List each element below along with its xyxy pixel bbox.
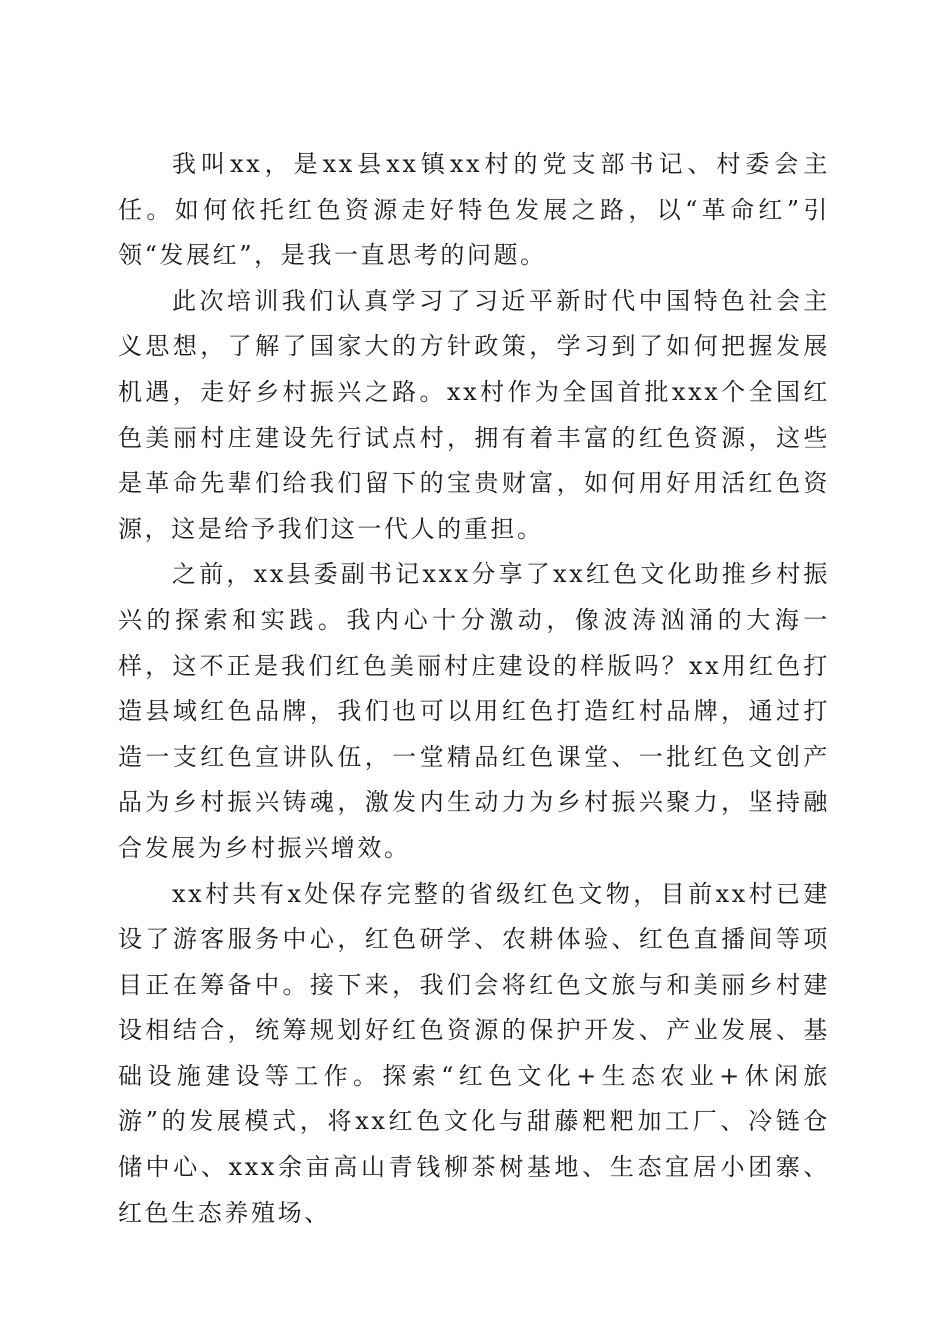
document-body: [118, 142, 830, 1236]
paragraph-intro: 我叫xx，是xx县xx镇xx村的党支部书记、村委会主任。如何依托红色资源走好特色发展之路，以“革命红”引领“发展红”，是我一直思考的问题。: [118, 150, 830, 270]
paragraph-sharing: 之前，xx县委副书记xxx分享了xx红色文化助推乡村振兴的探索和实践。我内心十分激动，像波涛汹涌的大海一样，这不正是我们红色美丽村庄建设的样版吗？xx用红色打造县域红色品牌，我们也可以用红色打造红村品牌，通过打造一支红色宣讲队伍，一堂精品红色课堂、一批红色文创产品为乡村振兴铸魂，激发内生动力为乡村振兴聚力，坚持融合发展为乡村振兴增效。: [118, 560, 830, 862]
paragraph-training: 此次培训我们认真学习了习近平新时代中国特色社会主义思想，了解了国家大的方针政策，学习到了如何把握发展机遇，走好乡村振兴之路。xx村作为全国首批xxx个全国红色美丽村庄建设先行试点村，拥有着丰富的红色资源，这些是革命先辈们给我们留下的宝贵财富，如何用好用活红色资源，这是给予我们这一代人的重担。: [118, 286, 830, 543]
paragraph-plans: xx村共有x处保存完整的省级红色文物，目前xx村已建设了游客服务中心，红色研学、农耕体验、红色直播间等项目正在筹备中。接下来，我们会将红色文旅与和美丽乡村建设相结合，统筹规划好红色资源的保护开发、产业发展、基础设施建设等工作。探索“红色文化+生态农业+休闲旅游”的发展模式，将xx红色文化与甜藤粑粑加工厂、冷链仓储中心、xxx余亩高山青钱柳茶树基地、生态宜居小团寨、红色生态养殖场、: [118, 879, 830, 1227]
